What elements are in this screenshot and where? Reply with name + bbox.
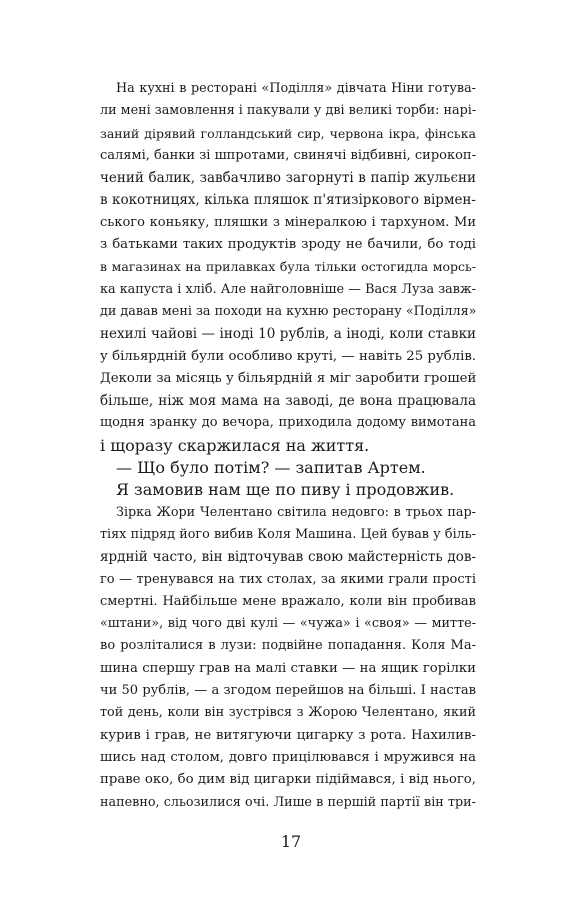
text-line: ли мені замовлення і пакували у дві великі торби: нарі- xyxy=(100,103,477,119)
text-line: праве око, бо дим від цигарки підіймався, і від нього, xyxy=(100,772,476,788)
text-line: го — тренувався на тих столах, за якими грали прості xyxy=(100,571,476,587)
text-line: ярдній часто, він відточував свою майстерність дов- xyxy=(100,549,476,566)
text-line: напевно, сльозилися очі. Лише в першій партії він три- xyxy=(100,794,476,810)
text-line: і щоразу скаржилася на життя. xyxy=(100,435,370,455)
text-line: щодня зранку до вечора, приходила додому вимотана xyxy=(100,415,476,431)
text-line: ського коньяку, пляшки з мінералкою і тархуном. Ми xyxy=(100,214,476,230)
text-line: — Що було потім? — запитав Артем. xyxy=(116,458,426,478)
text-line: во розліталися в лузи: подвійне попадання. Коля Ма- xyxy=(100,638,476,654)
text-line: шина спершу грав на малі ставки — на ящик горілки xyxy=(100,660,476,676)
text-line: той день, коли він зустрівся з Жорою Челентано, який xyxy=(100,705,476,721)
text-line: в кокотницях, кілька пляшок п'ятизіркового вірмен- xyxy=(100,192,476,209)
text-line: Деколи за місяць у більярдній я міг заробити грошей xyxy=(100,370,477,386)
text-line: нехилі чайові — іноді 10 рублів, а іноді, коли ставки xyxy=(100,326,476,343)
text-line: Я замовив нам ще по пиву і продовжив. xyxy=(116,480,455,500)
text-line: салямі, банки зі шпротами, свинячі відбивні, сирокоп- xyxy=(100,147,476,163)
text-line: в магазинах на прилавках була тільки остогидла морсь- xyxy=(100,259,476,275)
text-line: ка капуста і хліб. Але найголовніше — Вася Луза завж- xyxy=(100,281,476,297)
text-line: На кухні в ресторані «Поділля» дівчата Ніни готува- xyxy=(116,81,476,96)
text-line: шись над столом, довго прицілювався і мружився на xyxy=(100,749,476,765)
text-line: смертні. Найбільше мене вражало, коли він пробивав xyxy=(100,593,476,609)
text-line: «штани», від чого дві кулі — «чужа» і «своя» — митте- xyxy=(100,616,476,632)
text-line: курив і грав, не витягуючи цигарку з рота. Нахилив- xyxy=(100,727,476,743)
text-line: заний дірявий голландський сир, червона ікра, фінська xyxy=(100,125,476,141)
text-line: чи 50 рублів, — а згодом перейшов на більші. І настав xyxy=(100,683,476,699)
body-text xyxy=(100,78,476,814)
text-line: Зірка Жори Челентано світила недовго: в трьох пар- xyxy=(116,504,476,520)
text-line: ди давав мені за походи на кухню ресторану «Поділля» xyxy=(100,303,477,319)
page-number: 17 xyxy=(280,832,302,851)
text-line: з батьками таких продуктів зроду не бачили, бо тоді xyxy=(100,237,476,253)
text-line: чений балик, завбачливо загорнуті в папір жульєни xyxy=(100,170,476,187)
text-line: у більярдній були особливо круті, — навіть 25 рублів. xyxy=(100,348,476,364)
text-line: більше, ніж моя мама на заводі, де вона працювала xyxy=(100,393,476,410)
text-line: тіях підряд його вибив Коля Машина. Цей бував у біль- xyxy=(100,526,476,542)
